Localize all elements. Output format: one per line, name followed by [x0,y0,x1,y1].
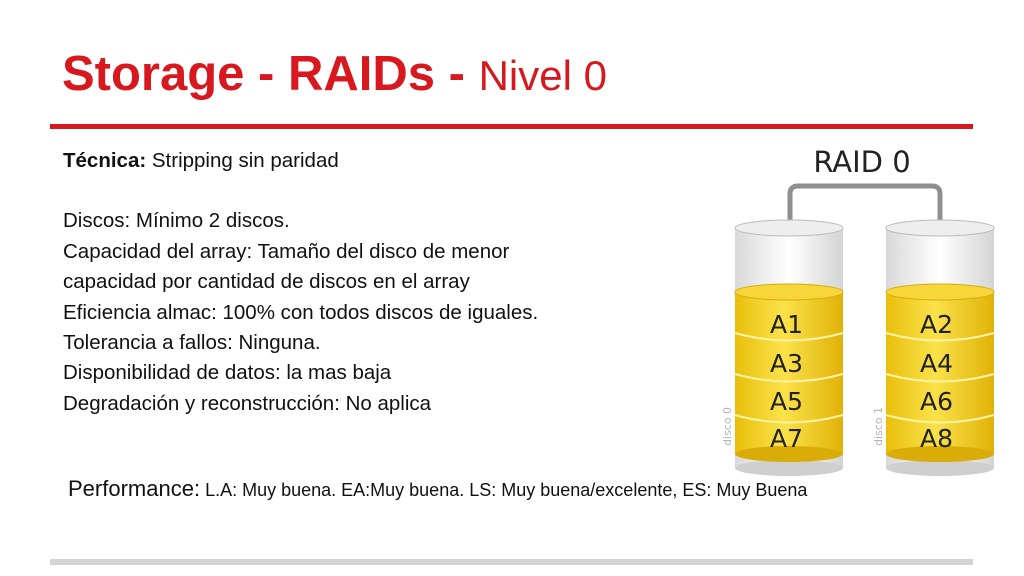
disk-0 [721,220,843,476]
tecnica-line [63,146,703,176]
block-a8: A8 [920,424,954,453]
raid0-diagram [700,138,1020,478]
stripe-top [886,284,994,300]
raid-description [63,146,703,419]
disk-top [735,220,843,236]
tecnica-label: Técnica: [63,149,147,172]
performance-line [68,476,807,502]
disk-label: disco 1 [872,406,885,446]
block-a7: A7 [770,424,804,453]
disk-base [735,460,843,476]
footer-divider [50,559,973,565]
block-a6: A6 [920,387,954,416]
description-line: Tolerancia a fallos: Ninguna. [63,331,321,355]
title-divider [50,124,973,129]
disk-base [886,460,994,476]
disk-top [886,220,994,236]
performance-value: L.A: Muy buena. EA:Muy buena. LS: Muy buena/excelente, ES: Muy Buena [200,480,808,500]
title-main: Storage - RAIDs - [62,47,479,101]
disk-1 [872,220,994,476]
page-title [62,48,607,102]
block-a3: A3 [770,349,804,378]
title-level: Nivel 0 [478,52,607,99]
disk-label: disco 0 [721,406,734,446]
stripe-top [735,284,843,300]
raid-title: RAID 0 [813,145,911,179]
block-a2: A2 [920,310,954,339]
performance-label: Performance: [68,476,201,501]
description-line: Discos: Mínimo 2 discos. [63,209,290,233]
block-a1: A1 [770,310,804,339]
description-line: Eficiencia almac: 100% con todos discos de iguales. [63,300,539,324]
tecnica-value: Stripping sin paridad [146,149,339,172]
block-a5: A5 [770,387,804,416]
spacer [63,176,703,206]
description-line: Degradación y reconstrucción: No aplica [63,391,432,415]
description-line: Capacidad del array: Tamaño del disco de menor [63,239,510,263]
description-line: Disponibilidad de datos: la mas baja [63,361,392,385]
description-line: capacidad por cantidad de discos en el array [63,270,470,294]
block-a4: A4 [920,349,954,378]
